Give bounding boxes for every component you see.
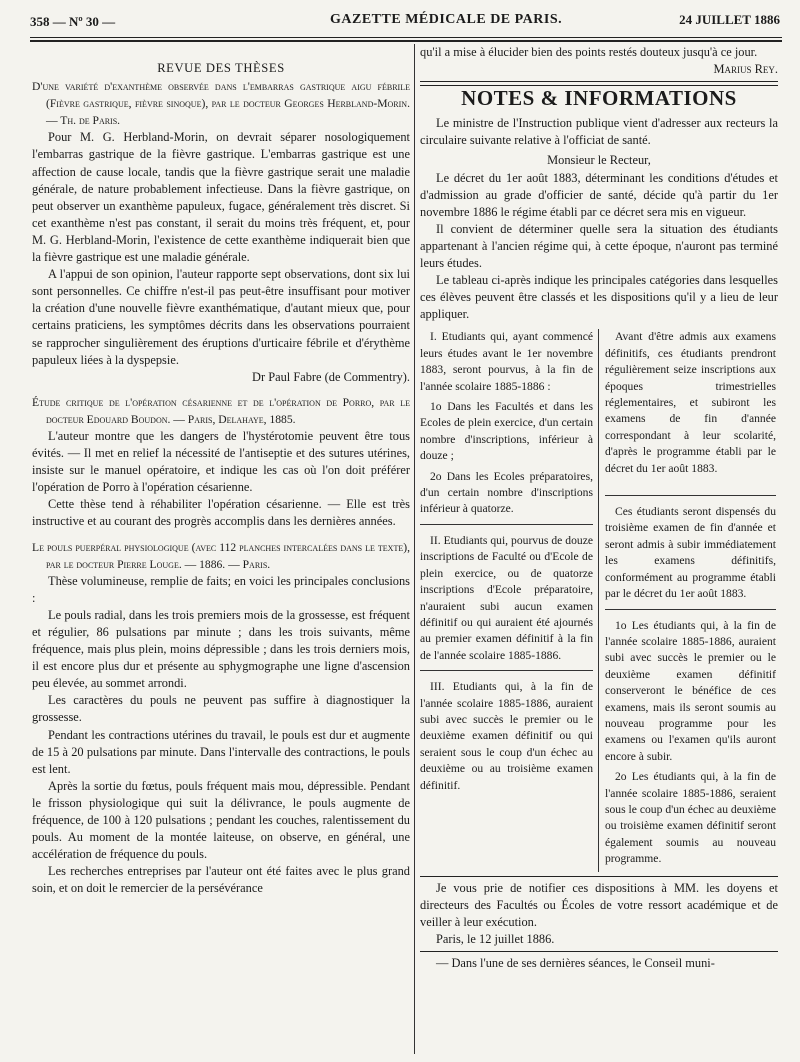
thesis-3-paragraph: Les recherches entreprises par l'auteur ont été faites avec le plus grand soin, et on doit le remercier de la persévérance: [32, 864, 410, 896]
thesis-3-paragraph: Le pouls radial, dans les trois premiers mois de la grossesse, est fréquent et régulier, 86 pulsations par minute ; dans les trois suivants, même fréquence, mais plus plein, moins dépressible ; dans les trois derniers mois, il est encore plus dur et présente au sphygmographe une ligne d'ascension peu élevée, au sommet arrondi.: [32, 607, 410, 691]
thesis-2-paragraph: Cette thèse tend à réhabiliter l'opération césarienne. — Elle est très instructive et au courant des progrès accomplis dans les dernières années.: [32, 497, 410, 529]
table-separator: [605, 609, 776, 610]
table-column-categories: [420, 329, 598, 871]
thesis-1-signature: Dr Paul Fabre (de Commentry).: [252, 369, 410, 384]
table-cell: Avant d'être admis aux examens définitifs, ces étudiants prendront régulièrement seize inscriptions aux époques trimestrielles réglementaires, et subiront les examens de fin d'année correspondant à leur scolarité, d'après le programme établi par le décret du 1er août 1883.: [605, 330, 776, 475]
thesis-1-paragraph: A l'appui de son opinion, l'auteur rapporte sept observations, dont six lui sont personnelles. Ce chiffre n'est-il pas peut-être insuffisant pour motiver la création d'une nouvelle fièvre exanthématique, d'autant mieux que, pour certains praticiens, les symptômes décrits dans les observations pourraient se rapprocher singulièrement des éruptions d'urticaire fébrile et d'érythème papuleux liées à la dyspepsie.: [32, 267, 410, 367]
thesis-1-title-text: D'une variété d'exanthème observée dans l'embarras gastrique aigu fébrile (Fièvre gastrique, fièvre sinoque), par le docteur Georges Herbland-Morin. — Th. de Paris.: [32, 80, 410, 128]
page-number: [30, 14, 115, 30]
header-rule-thick: [30, 40, 782, 42]
notes-paragraph: Le tableau ci-après indique les principales catégories dans lesquelles ces élèves peuvent être classés et les dispositions qu'il y a lieu de leur appliquer.: [420, 273, 778, 322]
notes-rule-top: [420, 81, 778, 82]
left-column: [32, 60, 410, 898]
thesis-3-paragraph: Pendant les contractions utérines du travail, le pouls est dur et augmente de 15 à 20 pulsations par minute. Dans l'intervalle des contractions, le pouls est lent.: [32, 727, 410, 776]
notes-paragraph: Il convient de déterminer quelle sera la situation des étudiants appartenant à l'ancien régime qui, à cette époque, n'auront pas terminé leurs études.: [420, 221, 778, 271]
notes-date: Paris, le 12 juillet 1886.: [436, 931, 555, 946]
table-cell: II. Etudiants qui, pourvus de douze inscriptions de Faculté ou d'Ecole de plein exercice, ou de quatorze inscriptions d'Ecole préparatoire, n'auraient subi aucun examen définitif ou qui auraient été ajournés au premier examen définitif à la fin de l'année scolaire 1885-1886.: [420, 533, 593, 662]
thesis-1-title: [32, 78, 410, 129]
table-cell: 2o Dans les Ecoles préparatoires, d'un certain nombre d'inscriptions inférieur à quatorze.: [420, 469, 593, 516]
notes-paragraph: Le décret du 1er août 1883, déterminant les conditions d'études et d'admission au grade d'officier de santé, décide qu'à partir du 1er novembre 1886 le régime établi par ce décret sera mis en vigueur.: [420, 170, 778, 219]
spacer: [32, 386, 410, 394]
section-title: REVUE DES THÈSES: [157, 61, 285, 75]
issue-number: — Nº 30 —: [52, 14, 116, 29]
salutation: Monsieur le Recteur,: [547, 153, 651, 168]
page-header: [30, 8, 780, 34]
notes-paragraph: Je vous prie de notifier ces dispositions à MM. les doyens et directeurs des Facultés ou Écoles de votre ressort académique et de veiller à leur exécution.: [420, 880, 778, 929]
table-separator: [605, 495, 776, 496]
thesis-3-paragraph: Les caractères du pouls ne peuvent pas suffire à diagnostiquer la grossesse.: [32, 693, 410, 725]
spacer: [32, 531, 410, 539]
table-cell: 1o Les étudiants qui, à la fin de l'année scolaire 1885-1886, auraient subi avec succès le premier ou le deuxième examen définitif conserveront le bénéfice de ces examens, mais ils seront soumis au nouveau programme pour les examens ou l'examen qu'ils auront encore à subir.: [605, 618, 776, 763]
right-column: [420, 44, 778, 972]
regulations-table: [420, 329, 778, 871]
review-signature: Marius Rey.: [713, 62, 778, 77]
table-cell: III. Etudiants qui, à la fin de l'année scolaire 1885-1886, auraient subi avec succès le premier ou le deuxième examen définitif ou qui seraient sous le coup d'un échec au deuxième ou au troisième examen définitif.: [420, 680, 593, 792]
thesis-2-title: [32, 394, 410, 428]
table-cell: 1o Dans les Facultés et dans les Ecoles de plein exercice, d'un certain nombre d'inscriptions, inférieur à douze ;: [420, 400, 593, 463]
notes-paragraph: — Dans l'une de ses dernières séances, le Conseil muni-: [436, 955, 715, 970]
table-separator: [420, 670, 593, 671]
thesis-3-paragraph: Après la sortie du fœtus, pouls fréquent mais mou, dépressible. Pendant le frisson physiologique qui suit la délivrance, le pouls augmente de fréquence, de 100 à 120 pulsations ; pendant les couches, ralentissement du pouls. Au moment de la montée laiteuse, on observe, en général, une accélération de fréquence du pouls.: [32, 778, 410, 862]
page-number-value: 358: [30, 14, 50, 29]
notes-rule-bottom: [420, 951, 778, 952]
journal-title: GAZETTE MÉDICALE DE PARIS.: [330, 12, 563, 27]
thesis-2-paragraph: L'auteur montre que les dangers de l'hystérotomie peuvent être tous évités. — Il met en relief la nécessité de l'antiseptie et des sutures utérines, insiste sur le manuel opératoire, et indique les cas où l'on doit préférer l'opération de Porro à l'opération césarienne.: [32, 428, 410, 495]
header-rule-thin: [30, 37, 782, 38]
table-column-dispositions: [598, 329, 776, 871]
thesis-3-title-text: Le pouls puerpéral physiologique (avec 112 planches intercalées dans le texte), par le docteur Pierre Louge. — 1886. — Paris.: [32, 540, 410, 571]
table-separator: [420, 524, 593, 525]
table-cell: 2o Les étudiants qui, à la fin de l'année scolaire 1885-1886, seraient sous le coup d'un échec au deuxième ou troisième examen définitif seront également soumis au nouveau programme.: [605, 770, 776, 866]
thesis-2-title-text: Étude critique de l'opération césarienne et de l'opération de Porro, par le docteur Edouard Boudon. — Paris, Delahaye, 1885.: [32, 395, 410, 426]
table-cell: Ces étudiants seront dispensés du troisième examen de fin d'année et seront admis à subir immédiatement les examens définitifs, conformément au programme établi par le décret du 1er août 1883.: [605, 505, 776, 601]
issue-date: 24 JUILLET 1886: [679, 12, 780, 27]
table-cell: I. Etudiants qui, ayant commencé leurs études avant le 1er novembre 1883, seront pourvus, à la fin de l'année scolaire 1885-1886 :: [420, 330, 593, 393]
thesis-3-title: [32, 539, 410, 573]
notes-title: NOTES & INFORMATIONS: [461, 86, 737, 111]
continued-paragraph: qu'il a mise à élucider bien des points restés douteux jusqu'à ce jour.: [420, 45, 758, 59]
column-divider: [414, 44, 415, 1054]
thesis-1-paragraph: Pour M. G. Herbland-Morin, on devrait séparer nosologiquement l'embarras gastrique de la fièvre gastrique. L'embarras gastrique est une affection de cause locale, tandis que la fièvre gastrique serait une maladie générale, de nature probablement infectieuse. Dans la fièvre gastrique, on peut observer un exanthème papuleux, fugace, généralement très discret. Si cet exanthème n'est pas constant, il serait du moins très fréquent, et, pour M. G. Herbland-Morin, l'existence de cette exanthème indiquerait bien que la fièvre gastrique est une maladie générale.: [32, 130, 410, 265]
notes-paragraph: Le ministre de l'Instruction publique vient d'adresser aux recteurs la circulaire suivante relative à l'officiat de santé.: [420, 116, 778, 148]
thesis-3-paragraph: Thèse volumineuse, remplie de faits; en voici les principales conclusions :: [32, 573, 410, 605]
table-rule-bottom: [420, 876, 778, 877]
